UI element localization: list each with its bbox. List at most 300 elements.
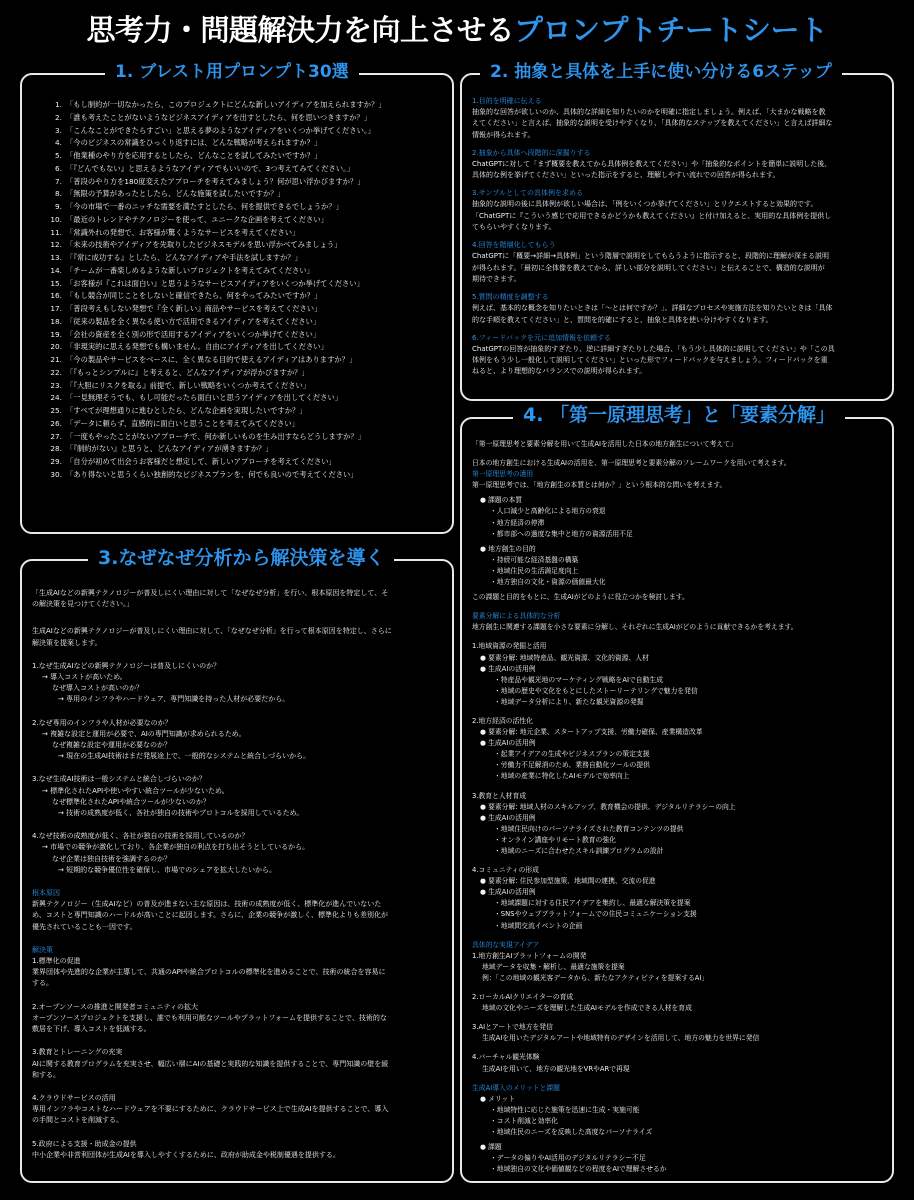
prompt-item [36,265,444,278]
solution-line: 敷居を下げ、導入コストを低減する。 [32,1025,151,1034]
section4-intro: 日本の地方創生における生成AIの活用を、第一原理思考と要素分解のフレームワークを用いて考えます。 [472,459,791,468]
prompt-number: 27. [50,431,62,441]
title-part1: 思考力・問題解決力を向上させる [86,13,514,47]
solution-heading: 解決策 [32,945,53,954]
bullet-sub-text: 持続可能な経済基盤の構築 [496,555,579,564]
section-first-principles [460,417,894,1183]
step-text-line: 抽象的な回答が欲しいのか、具体的な詳細を知りたいのかを明確に指定しましょう。例えば、「大まかな戦略を教 [472,108,826,116]
prompt-number: 28. [50,444,62,454]
why-answer: → 複雑な設定と運用が必要で、AIの専門知識が求められるため。 [42,729,246,738]
prompt-number: 5. [55,151,62,160]
prompt-text: 「『制約がない』と思うと、どんなアイディアが湧きますか？」 [66,444,273,454]
step-heading: 1.目的を明確に伝える [472,97,542,105]
why-sub-question: なぜ複雑な設定や運用が必要なのか？ [52,741,171,750]
prompt-text: 「最近のトレンドやテクノロジーを使って、ユニークな企画を考えてください」 [66,214,328,224]
step-text-line: えてください」と言えば、抽象的な説明を受けやすくなり、「具体的なステップを教えてください」と言えば詳細な [472,119,833,128]
merit-group-item [472,1105,884,1116]
prompt-item [36,227,444,240]
prompt-number: 25. [50,406,62,415]
spacer [472,1014,884,1022]
why-sub-answer: → 技術の成熟度が低く、各社が独自の技術やプロトコルを採用しているため。 [58,809,304,818]
why-question: 3.なぜ生成AI技術は一般システムと統合しづらいのか？ [32,775,206,784]
root-cause-line: 新興テクノロジー（生成AIなど）の普及が進まない主な原因は、技術の成熟度が低く、標準化が進んでいないた [32,900,382,909]
decomposition-label-text: 生成AIの活用例 [488,888,536,897]
why-sub-question: なぜ標準化されたAPIや統合ツールが少ないのか？ [52,797,210,806]
spacer [472,633,884,641]
merit-group-heading-text: 課題 [488,1143,502,1152]
prompt-item [36,405,444,418]
spacer [472,984,884,992]
prompt-item [36,252,444,265]
step-text-line: 情報が得られます。 [472,130,535,139]
idea-line: 地域データを収集・解析し、最適な施策を提案 [482,962,625,971]
why-sub-answer: → 専用のインフラやハードウェア、専門知識を持った人材が必要だから。 [58,695,290,704]
steps-list [462,96,892,385]
section1-title: 1. ブレスト用プロンプト30選 [105,64,359,81]
brainstorm-list [22,99,452,482]
decomposition-example [472,898,884,909]
section4-title: 4. 「第一原理思考」と「要素分解」 [513,406,845,425]
prompt-number: 2. [55,112,62,122]
prompt-number: 30. [50,469,62,479]
merit-group-item [472,1153,884,1164]
prompt-number: 10. [50,214,62,224]
prompt-text: 「今のビジネスの常識をひっくり返すには、どんな戦略が考えられますか？」 [66,138,322,148]
step-heading: 6.フィードバックを元に追加情報を依頼する [472,333,611,342]
prompt-item [36,290,444,303]
prompt-block [32,588,440,610]
section3-title: 3.なぜなぜ分析から解決策を導く [88,549,394,568]
section4-prompt: 「第一原理思考と要素分解を用いて生成AIを活用した日本の地方創生について考えて」 [472,440,737,448]
step-heading: 2.抽象から具体へ段階的に深掘りする [472,148,591,157]
prompt-item [36,188,444,201]
decomposition-elements-text: 要素分解: 地域特産品、観光資源、文化的資源、人材 [488,653,649,662]
merit-group-heading [472,1094,884,1105]
prompt-item [36,125,444,138]
prompt-text: 「普段考えもしない発想で『全く新しい』商品やサービスを考えてください」 [66,304,322,313]
prompt-text: 「『常に成功する』としたら、どんなアイディアや手法を試しますか？」 [66,253,302,262]
decomposition-example-text: 地域のニーズに合わせたスキル訓練プログラムの設計 [500,847,664,855]
prompt-number: 4. [55,138,62,148]
prompt-item [36,329,444,342]
merit-group-heading [472,1142,884,1153]
prompt-item [36,380,444,393]
dash-icon: ・ [490,566,497,575]
prompt-item [36,239,444,252]
bullet-sub-text: 地域住民の生活満足度向上 [496,566,579,575]
step-text-line: 体例をもう少し一般化して説明してください」といった形でフィードバックを与えましょう。フィードバックを重 [472,356,828,365]
dash-icon: ・ [490,1116,497,1125]
bullet-icon: ● [480,802,489,811]
decomposition-example [472,686,884,697]
root-cause-line: 優先されていることも一因です。 [32,922,137,931]
decomposition-label [472,813,884,824]
merit-group-item [472,1127,884,1138]
why-question: 1.なぜ生成AIなどの新興テクノロジーは普及しにくいのか？ [32,661,221,670]
idea-line: 地域の文化やニーズを理解した生成AIモデルを作成できる人材を育成 [482,1004,692,1013]
dash-icon: ・ [494,847,501,855]
prompt-number: 1. [55,100,62,109]
merit-group-item-text: 地域住民のニーズを反映した高度なパーソナライズ [496,1127,653,1136]
merit-group-item [472,1116,884,1127]
bullet-sub-item [472,529,884,540]
dash-icon: ・ [490,1105,497,1114]
step-heading: 3.サンプルとしての具体例を求める [472,189,584,198]
prompt-item [36,303,444,316]
prompt-item [36,341,444,354]
decomposition-label-text: 生成AIの活用例 [488,739,536,748]
dash-icon: ・ [490,578,497,587]
bullet-heading-text: 地方創生の目的 [488,544,536,553]
step-text-line: てもらいやすくなります。 [472,223,556,232]
idea-line: 生成AIを用いたデジタルアートや地域特有のデザインを活用して、地方の魅力を世界に発信 [482,1034,760,1043]
step-heading: 4.回答を階層化してもらう [472,241,556,250]
bullet-icon: ● [480,888,489,897]
spacer [472,857,884,865]
decomposition-elements [472,802,884,813]
decomposition-title: 3.教育と人材育成 [472,791,527,800]
decomposition-label-text: 生成AIの活用例 [488,813,536,822]
prompt-item [36,112,444,125]
step-text-line: 具体的な例を挙げてください」といった指示をすると、理解しやすい流れでの回答が得られます。 [472,171,780,180]
step-text-line: 「ChatGPTに『こういう感じで応用できるかどうかも教えてください』と付け加えると、実用的な具体例を提供し [472,211,832,220]
dash-icon: ・ [490,507,497,516]
bullet-sub-item [472,577,884,588]
section2-title: 2. 抽象と具体を上手に使い分ける6ステップ [480,64,842,81]
prompt-number: 9. [55,202,62,211]
decomposition-example-text: 労働力不足解消のため、業務自動化ツールの提供 [500,761,650,770]
solution-item [32,1047,440,1081]
decomposition-example-text: 地域の歴史や文化をもとにしたストーリーテリングで魅力を発信 [500,686,698,695]
solution-title: 2.オープンソースの推進と開発者コミュニティの拡大 [32,1002,198,1011]
bullet-sub-item [472,518,884,529]
solution-line: の手間とコストを削減する。 [32,1116,123,1125]
solution-title: 3.教育とトレーニングの充実 [32,1048,123,1057]
first-principles-intro: 第一原理思考では、「地方創生の本質とは何か？」という根本的な問いを考えます。 [472,481,727,490]
solution-line: する。 [32,979,53,988]
prompt-text: 「無限の予算があったとしたら、どんな施策を試したいですか？」 [66,189,285,199]
prompt-number: 3. [55,125,62,135]
decomposition-elements-text: 要素分解: 地元企業、スタートアップ支援、労働力確保、産業構造改革 [488,728,703,737]
solution-line: オープンソースプロジェクトを支援し、誰でも利用可能なツールやプラットフォームを提供することで、技術的な [32,1013,387,1022]
first-principles-content [462,439,892,1175]
why-question: 4.なぜ技術の成熟度が低く、各社が独自の技術を採用しているのか？ [32,832,249,841]
dash-icon: ・ [494,899,501,908]
dash-icon: ・ [490,518,497,527]
prompt-text: 「誰も考えたことがないようなビジネスアイディアを出すとしたら、何を思いつきますか？」 [66,112,372,122]
merit-group-item-text: 地域独自の文化や価値観などの程度をAIで理解させるか [496,1165,667,1174]
step-text-line: ChatGPTに対して「まず概要を教えてから具体例を教えてください」や「抽象的なポイントを簡単に説明した後、 [472,159,832,168]
solution-item [32,1139,440,1161]
step-text-line: ChatGPTの回答が抽象的すぎたり、逆に詳細すぎたりした場合、「もう少し具体的に説明してください」や「この具 [472,344,835,353]
decomposition-elements [472,876,884,887]
prompt-text: 「すべてが理想通りに進むとしたら、どんな企画を実現したいですか？」 [66,406,307,415]
decomposition-title: 4.コミュニティの形成 [472,866,539,875]
root-cause-heading: 根本原因 [32,889,60,898]
decomposition-label [472,664,884,675]
spacer [472,450,884,458]
decomposition-example-text: オンライン講座やリモート教育の強化 [500,835,616,844]
prompt-item [36,163,444,176]
bullet-icon: ● [480,1143,489,1152]
prompt-item [36,214,444,227]
prompt-number: 29. [50,457,62,466]
solution-title: 1.標準化の促進 [32,957,81,966]
prompt-text: 「『もっとシンプルに』と考えると、どんなアイディアが浮かびますか？」 [66,367,309,377]
element-decomposition-intro: 地方創生に関連する課題を小さな要素に分解し、それぞれに生成AIがどのように貢献できるかを考えます。 [472,623,798,632]
step-text-line: ChatGPTに「概要→詳細→具体例」という階層で説明をしてもらうように指示すると、段階的に理解が深まる説明 [472,252,830,261]
dash-icon: ・ [490,555,497,564]
decomposition-example [472,909,884,920]
dash-icon: ・ [490,1165,497,1174]
solution-item [32,956,440,990]
why-block [32,831,440,876]
solution-line: 和する。 [32,1070,60,1079]
decomposition-example [472,760,884,771]
step-text-line: 期待できます。 [472,274,521,283]
prompt-text: 「他業種のやり方を応用するとしたら、どんなことを試してみたいですか？」 [66,151,322,160]
decomposition-title: 1.地域資源の発掘と活用 [472,642,547,651]
solution-block [32,945,440,1161]
dash-icon: ・ [494,750,501,759]
why-answer: → 標準化されたAPIや使いやすい統合ツールが少ないため。 [42,786,229,795]
prompt-text: 「あり得ないと思うくらい独創的なビジネスプランを、何でも良いので考えてください」 [66,469,358,479]
idea-title: 3.AIとアートで地方を発信 [472,1023,553,1032]
first-principles-heading: 第一原理思考の適用 [472,470,534,479]
prompt-item [36,431,444,444]
decomposition-elements [472,727,884,738]
prompt-number: 19. [50,329,62,339]
prompt-text: 「チームが一番楽しめるような新しいプロジェクトを考えてみてください」 [66,265,314,275]
prompt-item [36,392,444,405]
dash-icon: ・ [494,824,501,833]
page-title [0,8,914,49]
intro-line: 解決策を提案します。 [32,638,102,647]
dash-icon: ・ [494,675,501,684]
step-heading: 5.質問の精度を調整する [472,293,549,302]
decomposition-example [472,749,884,760]
why-sub-answer: → 短期的な競争優位性を確保し、市場でのシェアを拡大したいから。 [58,865,276,874]
root-cause-line: め、コストと専門知識のハードルが高いことに起因します。さらに、企業の競争が激しく、標準化よりも差別化が [32,911,389,920]
prompt-item [36,469,444,482]
decomposition-example-text: 地域の産業に特化したAIモデルで効率向上 [500,772,630,781]
spacer [472,603,884,611]
root-cause-block [32,888,440,933]
prompt-line: 「生成AIなどの新興テクノロジーが普及しにくい理由に対して「なぜなぜ分析」を行い、根本原因を特定して、そ [32,589,389,597]
step-block [472,148,884,182]
bullet-sub-text: 地方経済の停滞 [496,518,545,527]
prompt-text: 「こんなことができたらすごい」と思える夢のようなアイディアをいくつか挙げてください。」 [66,125,375,135]
step-block [472,240,884,285]
ideas-heading: 具体的な実現アイデア [472,940,540,949]
prompt-number: 11. [50,227,62,237]
solution-title: 5.政府による支援・助成金の提供 [32,1139,137,1148]
bullet-sub-text: 人口減少と高齢化による地方の衰退 [496,507,606,516]
spacer [472,1075,884,1083]
solution-item [32,1093,440,1127]
prompt-item [36,150,444,163]
step-block [472,292,884,326]
prompt-number: 17. [50,304,62,313]
bullet-sub-item [472,506,884,517]
prompt-number: 7. [55,176,62,186]
prompt-text: 「自分が初めて出会うお客様だと想定して、新しいアプローチを考えてください」 [66,457,336,466]
dash-icon: ・ [490,1127,497,1136]
decomposition-example [472,697,884,708]
merit-group-item-text: データの偏りやAI活用のデジタルリテラシー不足 [496,1154,646,1163]
why-answer: → 市場での競争が激化しており、各企業が独自の利点を打ち出そうとしているから。 [42,843,310,852]
decomposition-example [472,771,884,782]
bullet-icon: ● [480,813,489,822]
solution-line: 中小企業や非営利団体が生成AIを導入しやすくするために、政府が助成金や税制優遇を提供する。 [32,1150,340,1159]
prompt-number: 13. [50,253,62,262]
step-text-line: ねると、より理想的なバランスでの説明が得られます。 [472,367,647,376]
prompt-item [36,176,444,189]
prompt-item [36,137,444,150]
decomposition-example [472,824,884,835]
why-sub-answer: → 現在の生成AI技術はまだ発展途上で、一般的なシステムと統合しづらいから。 [58,752,311,761]
bullet-heading [472,544,884,555]
dash-icon: ・ [494,761,501,770]
prompt-text: 「今の製品やサービスをベースに、全く異なる目的で使えるアイディアはありますか？」 [66,355,357,364]
why-block [32,661,440,706]
dash-icon: ・ [494,921,501,930]
prompt-number: 8. [55,189,62,199]
why-why-content [22,588,452,1173]
decomposition-example [472,846,884,857]
bullet-icon: ● [480,739,489,748]
prompt-text: 「従来の製品を全く異なる使い方で活用できるアイディアを考えてください」 [66,316,321,326]
decomposition-elements-text: 要素分解: 地域人材のスキルアップ、教育機会の提供、デジタルリテラシーの向上 [488,802,736,811]
idea-title: 1.地方創生AIプラットフォームの開発 [472,951,587,960]
step-text-line: 的な手順を教えてください」と、質問を的確にすると、抽象と具体を使い分けやすくなります。 [472,315,773,324]
idea-line: 生成AIを用いて、地方の観光地をVRやARで再現 [482,1064,630,1073]
solution-title: 4.クラウドサービスの活用 [32,1093,116,1102]
title-part2: プロンプトチートシート [514,13,828,47]
bullet-sub-text: 都市部への過度な集中と地方の資源活用不足 [496,529,633,538]
bullet-sub-item [472,555,884,566]
decomposition-label-text: 生成AIの活用例 [488,664,536,673]
step-block [472,96,884,141]
prompt-text: 「会社の資産を全く別の形で活用するアイディアをいくつか挙げてください」 [66,329,321,339]
bullet-icon: ● [480,877,489,886]
spacer [472,1044,884,1052]
bullet-icon: ● [480,544,489,553]
section-why-why-analysis [20,559,454,1183]
prompt-text: 「常識外れの発想で、お客様が驚くようなサービスを考えてください」 [66,227,300,237]
prompt-text: 「一度もやったことがないアプローチで、何か新しいものを生み出すならどうしますか？」 [66,431,366,441]
decomposition-example-text: 地域間交流イベントの企画 [500,921,583,930]
prompt-number: 21. [50,355,62,364]
prompt-item [36,367,444,380]
solution-line: AIに関する教育プログラムを充実させ、幅広い層にAIの基礎と実践的な知識を提供することで、専門知識の壁を緩 [32,1059,389,1068]
prompt-item [36,456,444,469]
decomposition-elements [472,653,884,664]
prompt-item [36,201,444,214]
merit-group-heading-text: メリット [488,1094,516,1103]
step-text-line: 抽象的な説明の後に具体例が欲しい場合は、「例をいくつか挙げてください」とリクエストすると効果的です。 [472,200,818,209]
bullet-icon: ● [480,653,489,662]
intro-block [32,626,440,648]
bullet-icon: ● [480,728,489,737]
why-sub-question: なぜ導入コストが高いのか？ [52,684,143,693]
solution-line: 専用インフラやコストなハードウェアを不要にするために、クラウドサービス上で生成AIを提供することで、導入 [32,1105,389,1114]
spacer [472,932,884,940]
dash-icon: ・ [494,772,501,781]
why-block [32,718,440,763]
intro-line: 生成AIなどの新興テクノロジーが普及しにくい理由に対して、「なぜなぜ分析」を行って根本原因を特定し、さらに [32,627,392,636]
step-text-line: 例えば、基本的な概念を知りたいときは「〜とは何ですか？」、詳細なプロセスや実施方法を知りたいときは「具体 [472,304,833,313]
decomposition-elements-text: 要素分解: 住民参加型施策、地域間の連携、交流の促進 [488,877,656,886]
prompt-number: 15. [50,278,62,288]
bullet-sub-text: 地方独自の文化・資源の価値最大化 [496,578,606,587]
why-sub-question: なぜ企業は独自技術を強調するのか？ [52,854,171,863]
prompt-number: 18. [50,316,62,326]
decomposition-label [472,887,884,898]
prompt-text: 「お客様が『これは面白い』と思うようなサービスアイディアをいくつか挙げてください」 [66,278,364,288]
decomposition-example-text: 特産品や観光地のマーケティング戦略をAIで自動生成 [500,675,663,684]
prompt-number: 14. [50,265,62,275]
bullet-icon: ● [480,1094,489,1103]
bullet-icon: ● [480,496,489,505]
prompt-line: の解決策を見つけてください。」 [32,600,134,609]
prompt-text: 「非現実的に思える発想でも構いません。自由にアイディアを出してください」 [66,342,328,352]
dash-icon: ・ [494,697,501,706]
dash-icon: ・ [494,835,501,844]
prompt-item [36,354,444,367]
prompt-text: 「『どんでもない』と思えるようなアイディアでもいいので、3つ考えてみてください。」 [66,163,355,173]
merit-group-item-text: コスト削減と効率化 [496,1116,558,1125]
prompt-number: 24. [50,393,62,403]
prompt-text: 「データに頼らず、直感的に面白いと思うことを考えてみてください」 [66,418,299,428]
dash-icon: ・ [494,910,501,919]
bullet-heading [472,495,884,506]
bullet-heading-text: 課題の本質 [488,496,523,505]
prompt-text: 「一見無理そうでも、もし可能だったら面白いと思うアイディアを出してください」 [66,393,343,403]
bullet-icon: ● [480,664,489,673]
dash-icon: ・ [490,1154,497,1163]
decomposition-example-text: 起業アイデアの生成やビジネスプランの策定支援 [500,750,650,759]
prompt-item [36,443,444,456]
prompt-text: 「今の市場で一番のニッチな需要を満たすとしたら、何を提供できるでしょうか？」 [66,202,343,211]
section-brainstorm-prompts [20,73,454,534]
section-abstract-concrete [460,73,894,401]
step-block [472,188,884,233]
prompt-item [36,418,444,431]
decomposition-example-text: 地域課題に対する住民アイデアを集約し、最適な解決策を提案 [500,899,691,908]
decomposition-example-text: 地域住民向けのパーソナライズされた教育コンテンツの提供 [500,824,684,833]
spacer [472,783,884,791]
dash-icon: ・ [494,686,501,695]
spacer [472,708,884,716]
prompt-number: 12. [50,240,62,250]
why-question: 2.なぜ専用のインフラや人材が必要なのか？ [32,718,172,727]
prompt-number: 26. [50,418,62,428]
why-block [32,774,440,819]
idea-line: 例：「この地域の観光客データから、新たなアクティビティを提案するAI」 [482,973,709,982]
decomposition-example [472,835,884,846]
why-answer: → 導入コストが高いため。 [42,673,127,682]
decomposition-label [472,738,884,749]
prompt-number: 23. [50,380,62,390]
prompt-number: 16. [50,291,62,301]
decomposition-example-text: SNSやウェブプラットフォームでの住民コミュニケーション支援 [500,910,697,919]
step-text-line: が得られます。「最初に全体像を教えてから、詳しい部分を説明してください」と伝えることで、構造的な説明が [472,263,825,272]
prompt-text: 「未来の技術やアイディアを先取りしたビジネスモデルを思い浮かべてみましょう」 [66,240,342,250]
dash-icon: ・ [490,529,497,538]
prompt-item [36,316,444,329]
prompt-item [36,278,444,291]
